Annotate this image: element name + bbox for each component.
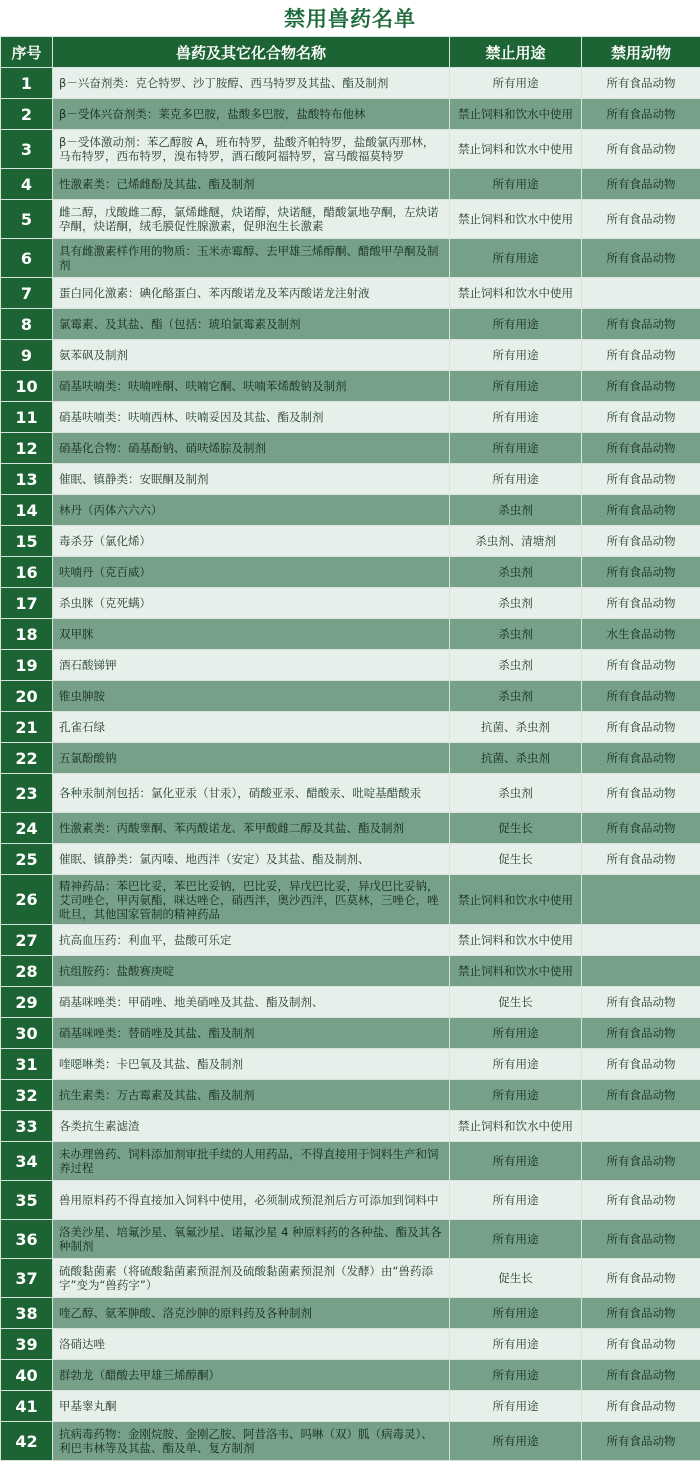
row-drug-name: 未办理兽药、饲料添加剂审批手续的人用药品，不得直接用于饲料生产和饲养过程 xyxy=(53,1142,450,1181)
row-banned-use: 所有用途 xyxy=(450,1391,582,1422)
row-number: 12 xyxy=(1,433,53,464)
table-row xyxy=(1,681,700,712)
row-banned-use: 禁止饲料和饮水中使用 xyxy=(450,875,582,925)
row-drug-name: 蛋白同化激素：碘化酪蛋白、苯丙酸诺龙及苯丙酸诺龙注射液 xyxy=(53,278,450,309)
row-banned-animal: 所有食品动物 xyxy=(582,200,700,239)
row-banned-animal: 所有食品动物 xyxy=(582,99,700,130)
row-banned-use: 杀虫剂、清塘剂 xyxy=(450,526,582,557)
table-row xyxy=(1,464,700,495)
row-banned-animal: 所有食品动物 xyxy=(582,1080,700,1111)
table-row xyxy=(1,650,700,681)
row-banned-animal: 所有食品动物 xyxy=(582,1049,700,1080)
table-row xyxy=(1,495,700,526)
row-banned-animal: 所有食品动物 xyxy=(582,1298,700,1329)
row-banned-use: 促生长 xyxy=(450,987,582,1018)
row-number: 13 xyxy=(1,464,53,495)
row-number: 29 xyxy=(1,987,53,1018)
row-banned-animal: 所有食品动物 xyxy=(582,526,700,557)
row-drug-name: 洛美沙星、培氟沙星、氧氟沙星、诺氟沙星 4 种原料药的各种盐、酯及其各种制剂 xyxy=(53,1220,450,1259)
table-row xyxy=(1,278,700,309)
table-row xyxy=(1,1111,700,1142)
row-banned-use: 所有用途 xyxy=(450,1142,582,1181)
table-row xyxy=(1,239,700,278)
table-row xyxy=(1,774,700,813)
row-drug-name: β－受体兴奋剂类：莱克多巴胺，盐酸多巴胺，盐酸特布他林 xyxy=(53,99,450,130)
row-banned-use: 所有用途 xyxy=(450,68,582,99)
row-number: 42 xyxy=(1,1422,53,1461)
row-number: 7 xyxy=(1,278,53,309)
row-drug-name: 抗病毒药物：金刚烷胺、金刚乙胺、阿昔洛韦、吗啉（双）胍（病毒灵）、利巴韦林等及其盐、酯及单、复方制剂 xyxy=(53,1422,450,1461)
row-banned-use: 抗菌、杀虫剂 xyxy=(450,712,582,743)
table-row xyxy=(1,1391,700,1422)
row-number: 8 xyxy=(1,309,53,340)
row-number: 30 xyxy=(1,1018,53,1049)
row-banned-animal: 所有食品动物 xyxy=(582,402,700,433)
row-number: 14 xyxy=(1,495,53,526)
table-header-row xyxy=(1,37,700,68)
table-row xyxy=(1,433,700,464)
table-row xyxy=(1,875,700,925)
row-banned-animal: 所有食品动物 xyxy=(582,1220,700,1259)
table-row xyxy=(1,557,700,588)
table-row xyxy=(1,169,700,200)
row-banned-animal: 所有食品动物 xyxy=(582,813,700,844)
row-banned-animal: 所有食品动物 xyxy=(582,433,700,464)
row-banned-use: 禁止饲料和饮水中使用 xyxy=(450,956,582,987)
row-banned-animal: 所有食品动物 xyxy=(582,588,700,619)
row-drug-name: 锥虫胂胺 xyxy=(53,681,450,712)
row-drug-name: 精神药品：苯巴比妥，苯巴比妥钠，巴比妥，异戊巴比妥，异戊巴比妥钠，艾司唑仑，甲丙氨酯，咪达唑仑，硝西泮，奥沙西泮，匹莫林，三唑仑，唑吡旦，其他国家管制的精神药品 xyxy=(53,875,450,925)
row-banned-use: 杀虫剂 xyxy=(450,681,582,712)
table-row xyxy=(1,1220,700,1259)
row-banned-use: 所有用途 xyxy=(450,1329,582,1360)
row-number: 40 xyxy=(1,1360,53,1391)
row-drug-name: 催眠、镇静类：氯丙嗪、地西泮（安定）及其盐、酯及制剂、 xyxy=(53,844,450,875)
row-banned-use: 所有用途 xyxy=(450,239,582,278)
table-row xyxy=(1,526,700,557)
row-number: 34 xyxy=(1,1142,53,1181)
table-row xyxy=(1,309,700,340)
row-number: 28 xyxy=(1,956,53,987)
row-number: 37 xyxy=(1,1259,53,1298)
row-number: 35 xyxy=(1,1181,53,1220)
row-drug-name: 兽用原料药不得直接加入饲料中使用，必须制成预混剂后方可添加到饲料中 xyxy=(53,1181,450,1220)
table-row xyxy=(1,956,700,987)
row-banned-use: 禁止饲料和饮水中使用 xyxy=(450,200,582,239)
table-row xyxy=(1,1360,700,1391)
row-number: 23 xyxy=(1,774,53,813)
table-row xyxy=(1,813,700,844)
table-row xyxy=(1,402,700,433)
row-banned-use: 杀虫剂 xyxy=(450,557,582,588)
table-row xyxy=(1,130,700,169)
row-banned-animal: 所有食品动物 xyxy=(582,1259,700,1298)
row-number: 31 xyxy=(1,1049,53,1080)
row-banned-animal: 所有食品动物 xyxy=(582,557,700,588)
row-banned-animal: 所有食品动物 xyxy=(582,239,700,278)
table-row xyxy=(1,1259,700,1298)
table-row xyxy=(1,1018,700,1049)
row-number: 41 xyxy=(1,1391,53,1422)
row-number: 24 xyxy=(1,813,53,844)
row-number: 15 xyxy=(1,526,53,557)
table-row xyxy=(1,68,700,99)
table-row xyxy=(1,1329,700,1360)
row-drug-name: 抗生素类：万古霉素及其盐、酯及制剂 xyxy=(53,1080,450,1111)
row-drug-name: 各类抗生素滤渣 xyxy=(53,1111,450,1142)
row-number: 2 xyxy=(1,99,53,130)
row-banned-use: 所有用途 xyxy=(450,464,582,495)
row-drug-name: 硝基咪唑类：甲硝唑、地美硝唑及其盐、酯及制剂、 xyxy=(53,987,450,1018)
row-drug-name: 酒石酸锑钾 xyxy=(53,650,450,681)
row-drug-name: 催眠、镇静类：安眠酮及制剂 xyxy=(53,464,450,495)
row-banned-animal: 所有食品动物 xyxy=(582,650,700,681)
row-banned-animal: 所有食品动物 xyxy=(582,743,700,774)
row-number: 6 xyxy=(1,239,53,278)
row-banned-animal: 所有食品动物 xyxy=(582,681,700,712)
row-number: 26 xyxy=(1,875,53,925)
row-banned-animal: 所有食品动物 xyxy=(582,371,700,402)
row-drug-name: 性激素类：己烯雌酚及其盐、酯及制剂 xyxy=(53,169,450,200)
row-banned-use: 促生长 xyxy=(450,813,582,844)
row-banned-use: 杀虫剂 xyxy=(450,588,582,619)
row-banned-animal: 所有食品动物 xyxy=(582,495,700,526)
row-banned-use: 禁止饲料和饮水中使用 xyxy=(450,130,582,169)
table-row xyxy=(1,588,700,619)
row-banned-animal xyxy=(582,925,700,956)
row-banned-use: 所有用途 xyxy=(450,1220,582,1259)
row-drug-name: β－兴奋剂类：克仑特罗、沙丁胺醇、西马特罗及其盐、酯及制剂 xyxy=(53,68,450,99)
table-row xyxy=(1,619,700,650)
row-banned-animal: 所有食品动物 xyxy=(582,464,700,495)
row-banned-animal: 所有食品动物 xyxy=(582,1018,700,1049)
table-row xyxy=(1,1422,700,1461)
row-number: 19 xyxy=(1,650,53,681)
table-row xyxy=(1,925,700,956)
row-drug-name: 呋喃丹（克百威） xyxy=(53,557,450,588)
table-row xyxy=(1,371,700,402)
row-drug-name: 喹乙醇、氨苯胂酸、洛克沙胂的原料药及各种制剂 xyxy=(53,1298,450,1329)
row-drug-name: 性激素类：丙酸睾酮、苯丙酸诺龙、苯甲酸雌二醇及其盐、酯及制剂 xyxy=(53,813,450,844)
row-banned-use: 杀虫剂 xyxy=(450,619,582,650)
table-row xyxy=(1,1298,700,1329)
row-drug-name: 硝基呋喃类：呋喃唑酮、呋喃它酮、呋喃苯烯酸钠及制剂 xyxy=(53,371,450,402)
row-banned-animal: 所有食品动物 xyxy=(582,987,700,1018)
table-row xyxy=(1,1049,700,1080)
row-number: 17 xyxy=(1,588,53,619)
row-banned-use: 所有用途 xyxy=(450,309,582,340)
row-banned-use: 所有用途 xyxy=(450,1049,582,1080)
row-number: 5 xyxy=(1,200,53,239)
row-drug-name: 杀虫脒（克死螨） xyxy=(53,588,450,619)
row-banned-animal: 所有食品动物 xyxy=(582,169,700,200)
table-row xyxy=(1,712,700,743)
row-number: 9 xyxy=(1,340,53,371)
row-number: 20 xyxy=(1,681,53,712)
row-number: 1 xyxy=(1,68,53,99)
row-banned-use: 禁止饲料和饮水中使用 xyxy=(450,278,582,309)
row-drug-name: 喹噁啉类：卡巴氧及其盐、酯及制剂 xyxy=(53,1049,450,1080)
row-banned-animal: 所有食品动物 xyxy=(582,1422,700,1461)
row-banned-use: 所有用途 xyxy=(450,371,582,402)
row-banned-animal: 所有食品动物 xyxy=(582,1329,700,1360)
row-banned-animal: 所有食品动物 xyxy=(582,309,700,340)
table-row xyxy=(1,340,700,371)
row-number: 38 xyxy=(1,1298,53,1329)
row-banned-use: 所有用途 xyxy=(450,1018,582,1049)
row-banned-animal: 所有食品动物 xyxy=(582,712,700,743)
row-banned-animal: 水生食品动物 xyxy=(582,619,700,650)
row-number: 11 xyxy=(1,402,53,433)
row-drug-name: 林丹（丙体六六六） xyxy=(53,495,450,526)
header-banned-animal: 禁用动物 xyxy=(582,37,700,68)
row-banned-animal: 所有食品动物 xyxy=(582,130,700,169)
row-number: 36 xyxy=(1,1220,53,1259)
row-banned-animal: 所有食品动物 xyxy=(582,1181,700,1220)
row-number: 33 xyxy=(1,1111,53,1142)
row-banned-animal: 所有食品动物 xyxy=(582,1142,700,1181)
row-drug-name: 抗高血压药：利血平，盐酸可乐定 xyxy=(53,925,450,956)
row-banned-use: 禁止饲料和饮水中使用 xyxy=(450,99,582,130)
row-banned-use: 禁止饲料和饮水中使用 xyxy=(450,1111,582,1142)
row-banned-use: 所有用途 xyxy=(450,340,582,371)
row-banned-use: 所有用途 xyxy=(450,1080,582,1111)
row-drug-name: 双甲脒 xyxy=(53,619,450,650)
page-title: 禁用兽药名单 xyxy=(284,7,416,31)
row-drug-name: β－受体激动剂：苯乙醇胺 A，班布特罗，盐酸齐帕特罗，盐酸氯丙那林，马布特罗，西布特罗，溴布特罗，酒石酸阿福特罗，富马酸福莫特罗 xyxy=(53,130,450,169)
row-drug-name: 硝基咪唑类：替硝唑及其盐、酯及制剂 xyxy=(53,1018,450,1049)
row-drug-name: 氨苯砜及制剂 xyxy=(53,340,450,371)
row-drug-name: 毒杀芬（氯化烯） xyxy=(53,526,450,557)
table-row xyxy=(1,844,700,875)
header-number: 序号 xyxy=(1,37,53,68)
row-banned-animal: 所有食品动物 xyxy=(582,1360,700,1391)
row-banned-use: 所有用途 xyxy=(450,1181,582,1220)
row-drug-name: 洛硝达唑 xyxy=(53,1329,450,1360)
row-number: 22 xyxy=(1,743,53,774)
row-banned-use: 禁止饲料和饮水中使用 xyxy=(450,925,582,956)
header-drug-name: 兽药及其它化合物名称 xyxy=(53,37,450,68)
row-banned-use: 所有用途 xyxy=(450,402,582,433)
row-banned-use: 促生长 xyxy=(450,1259,582,1298)
row-drug-name: 氯霉素、及其盐、酯（包括：琥珀氯霉素及制剂 xyxy=(53,309,450,340)
table-body xyxy=(1,68,700,1461)
row-number: 39 xyxy=(1,1329,53,1360)
row-banned-animal: 所有食品动物 xyxy=(582,1391,700,1422)
row-banned-use: 杀虫剂 xyxy=(450,495,582,526)
row-banned-use: 杀虫剂 xyxy=(450,650,582,681)
row-banned-use: 所有用途 xyxy=(450,433,582,464)
row-banned-use: 所有用途 xyxy=(450,1298,582,1329)
row-banned-use: 所有用途 xyxy=(450,1422,582,1461)
row-banned-use: 所有用途 xyxy=(450,1360,582,1391)
row-number: 21 xyxy=(1,712,53,743)
table-row xyxy=(1,1080,700,1111)
row-banned-animal xyxy=(582,1111,700,1142)
row-number: 25 xyxy=(1,844,53,875)
row-banned-animal: 所有食品动物 xyxy=(582,340,700,371)
row-banned-use: 所有用途 xyxy=(450,169,582,200)
row-banned-animal xyxy=(582,956,700,987)
row-drug-name: 硫酸黏菌素（将硫酸黏菌素预混剂及硫酸黏菌素预混剂（发酵）由“兽药添字”变为“兽药字”） xyxy=(53,1259,450,1298)
table-row xyxy=(1,987,700,1018)
row-banned-use: 促生长 xyxy=(450,844,582,875)
row-banned-use: 杀虫剂 xyxy=(450,774,582,813)
row-drug-name: 甲基睾丸酮 xyxy=(53,1391,450,1422)
row-banned-animal: 所有食品动物 xyxy=(582,844,700,875)
row-number: 3 xyxy=(1,130,53,169)
table-row xyxy=(1,1181,700,1220)
row-drug-name: 群勃龙（醋酸去甲雄三烯醇酮） xyxy=(53,1360,450,1391)
row-banned-animal xyxy=(582,278,700,309)
row-number: 4 xyxy=(1,169,53,200)
table-row xyxy=(1,200,700,239)
row-banned-animal xyxy=(582,875,700,925)
row-banned-use: 抗菌、杀虫剂 xyxy=(450,743,582,774)
row-banned-animal: 所有食品动物 xyxy=(582,68,700,99)
row-number: 16 xyxy=(1,557,53,588)
row-number: 10 xyxy=(1,371,53,402)
row-drug-name: 各种汞制剂包括：氯化亚汞（甘汞），硝酸亚汞、醋酸汞、吡啶基醋酸汞 xyxy=(53,774,450,813)
header-banned-use: 禁止用途 xyxy=(450,37,582,68)
row-drug-name: 抗组胺药：盐酸赛庚啶 xyxy=(53,956,450,987)
row-drug-name: 硝基化合物：硝基酚钠、硝呋烯腙及制剂 xyxy=(53,433,450,464)
row-drug-name: 硝基呋喃类：呋喃西林、呋喃妥因及其盐、酯及制剂 xyxy=(53,402,450,433)
table-row xyxy=(1,1142,700,1181)
row-drug-name: 雌二醇，戊酸雌二醇，氯烯雌醚，炔诺醇，炔诺醚，醋酸氯地孕酮，左炔诺孕酮，炔诺酮，绒毛膜促性腺激素，促卵泡生长激素 xyxy=(53,200,450,239)
table-row xyxy=(1,99,700,130)
banned-drugs-table xyxy=(0,36,700,1461)
row-drug-name: 孔雀石绿 xyxy=(53,712,450,743)
row-banned-animal: 所有食品动物 xyxy=(582,774,700,813)
row-number: 27 xyxy=(1,925,53,956)
row-drug-name: 五氯酚酸钠 xyxy=(53,743,450,774)
row-number: 18 xyxy=(1,619,53,650)
row-drug-name: 具有雌激素样作用的物质：玉米赤霉醇、去甲雄三烯醇酮、醋酸甲孕酮及制剂 xyxy=(53,239,450,278)
table-row xyxy=(1,743,700,774)
row-number: 32 xyxy=(1,1080,53,1111)
